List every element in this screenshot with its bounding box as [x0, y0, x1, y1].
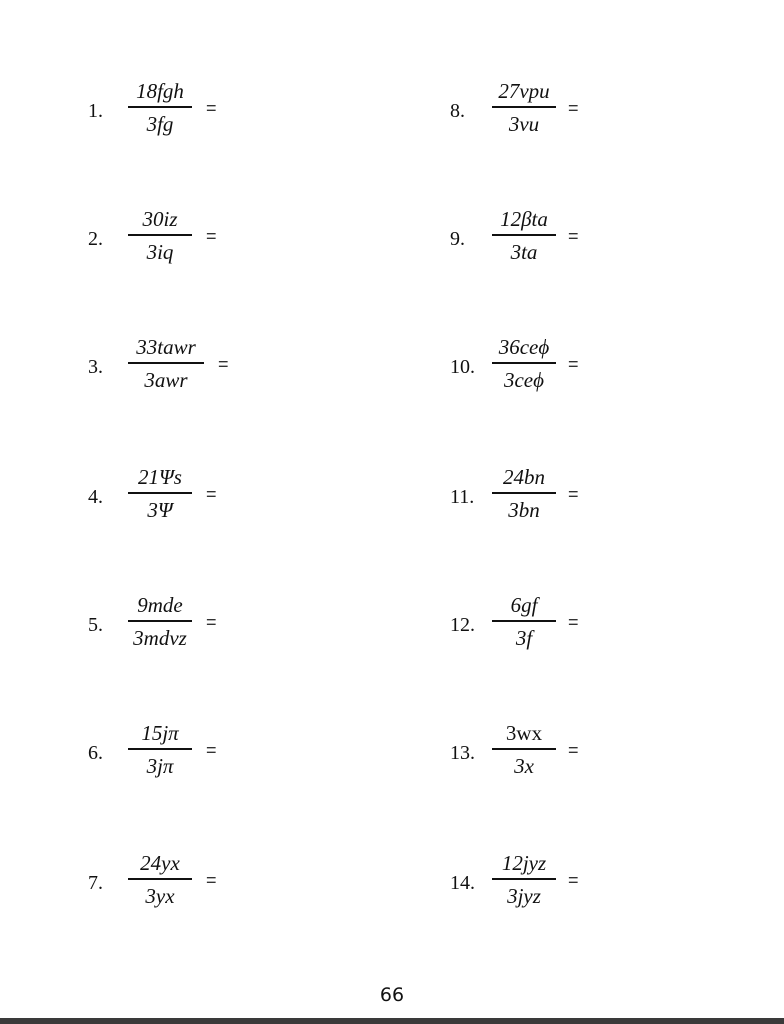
problem-11: [450, 464, 650, 534]
problem-number: 14.: [450, 872, 475, 894]
problem-number: 6.: [88, 742, 103, 764]
denominator: 3jyz: [507, 883, 541, 908]
fraction: [128, 464, 192, 523]
fraction-bar: [492, 878, 556, 880]
bottom-border: [0, 1018, 784, 1024]
problem-number: 2.: [88, 228, 103, 250]
problem-3: [88, 334, 288, 404]
equals-sign: =: [206, 98, 217, 118]
equals-sign: =: [206, 484, 217, 504]
numerator: 15jπ: [141, 721, 179, 745]
numerator: 27vpu: [498, 79, 550, 103]
fraction-bar: [128, 878, 192, 880]
problem-number: 7.: [88, 872, 103, 894]
fraction: [128, 206, 192, 265]
problem-5: [88, 592, 288, 662]
denominator: 3iq: [146, 239, 174, 264]
denominator: 3x: [514, 753, 534, 778]
problem-4: [88, 464, 288, 534]
denominator: 3yx: [145, 883, 175, 908]
numerator: 6gf: [510, 593, 538, 617]
equals-sign: =: [206, 740, 217, 760]
problem-number: 9.: [450, 228, 465, 250]
fraction: [492, 592, 556, 651]
numerator: 21Ψs: [138, 465, 182, 489]
denominator: 3fg: [146, 111, 174, 136]
denominator: 3vu: [508, 111, 540, 136]
problem-number: 3.: [88, 356, 103, 378]
equals-sign: =: [568, 740, 579, 760]
denominator: 3ceϕ: [503, 367, 544, 392]
problem-number: 5.: [88, 614, 103, 636]
numerator: 18fgh: [136, 79, 184, 103]
fraction-bar: [492, 106, 556, 108]
problem-number: 12.: [450, 614, 475, 636]
fraction: [128, 78, 192, 137]
problem-9: [450, 206, 650, 276]
fraction-bar: [492, 492, 556, 494]
fraction: [492, 206, 556, 265]
denominator: 3mdvz: [133, 625, 187, 650]
fraction: [128, 720, 192, 779]
denominator: 3bn: [508, 497, 540, 522]
problem-8: [450, 78, 650, 148]
fraction-bar: [128, 234, 192, 236]
equals-sign: =: [568, 870, 579, 890]
fraction: [492, 334, 556, 393]
fraction: [492, 850, 556, 909]
fraction-bar: [492, 362, 556, 364]
numerator: 24bn: [503, 465, 545, 489]
problem-6: [88, 720, 288, 790]
fraction: [492, 78, 556, 137]
equals-sign: =: [568, 612, 579, 632]
problem-2: [88, 206, 288, 276]
problem-13: [450, 720, 650, 790]
equals-sign: =: [568, 354, 579, 374]
problem-12: [450, 592, 650, 662]
page-number: 66: [379, 984, 405, 1006]
numerator: 33tawr: [136, 335, 196, 359]
numerator: 24yx: [140, 851, 180, 875]
equals-sign: =: [218, 354, 229, 374]
fraction-bar: [128, 748, 192, 750]
numerator: 12jyz: [501, 851, 547, 875]
numerator: 12βta: [500, 207, 548, 231]
denominator: 3ta: [510, 239, 538, 264]
fraction-bar: [128, 362, 204, 364]
problem-number: 11.: [450, 486, 475, 508]
fraction-bar: [128, 620, 192, 622]
fraction-bar: [128, 492, 192, 494]
problem-number: 4.: [88, 486, 103, 508]
numerator: 9mde: [137, 593, 183, 617]
problem-number: 13.: [450, 742, 475, 764]
problem-1: [88, 78, 288, 148]
denominator: 3f: [515, 625, 533, 650]
fraction-bar: [492, 620, 556, 622]
fraction-bar: [492, 748, 556, 750]
fraction-bar: [492, 234, 556, 236]
problem-7: [88, 850, 288, 920]
denominator: 3Ψ: [147, 497, 173, 522]
equals-sign: =: [206, 612, 217, 632]
fraction: [128, 850, 192, 909]
problem-14: [450, 850, 650, 920]
equals-sign: =: [568, 226, 579, 246]
fraction: [492, 464, 556, 523]
equals-sign: =: [206, 870, 217, 890]
equals-sign: =: [568, 98, 579, 118]
denominator: 3awr: [144, 367, 188, 392]
problem-number: 1.: [88, 100, 103, 122]
fraction: [128, 592, 192, 651]
problem-number: 10.: [450, 356, 475, 378]
equals-sign: =: [206, 226, 217, 246]
numerator: 36ceϕ: [498, 335, 550, 359]
fraction: [128, 334, 204, 393]
numerator: 3wx: [505, 721, 543, 745]
problem-number: 8.: [450, 100, 465, 122]
fraction-bar: [128, 106, 192, 108]
numerator: 30iz: [142, 207, 178, 231]
problem-10: [450, 334, 650, 404]
denominator: 3jπ: [146, 753, 174, 778]
equals-sign: =: [568, 484, 579, 504]
fraction: [492, 720, 556, 779]
